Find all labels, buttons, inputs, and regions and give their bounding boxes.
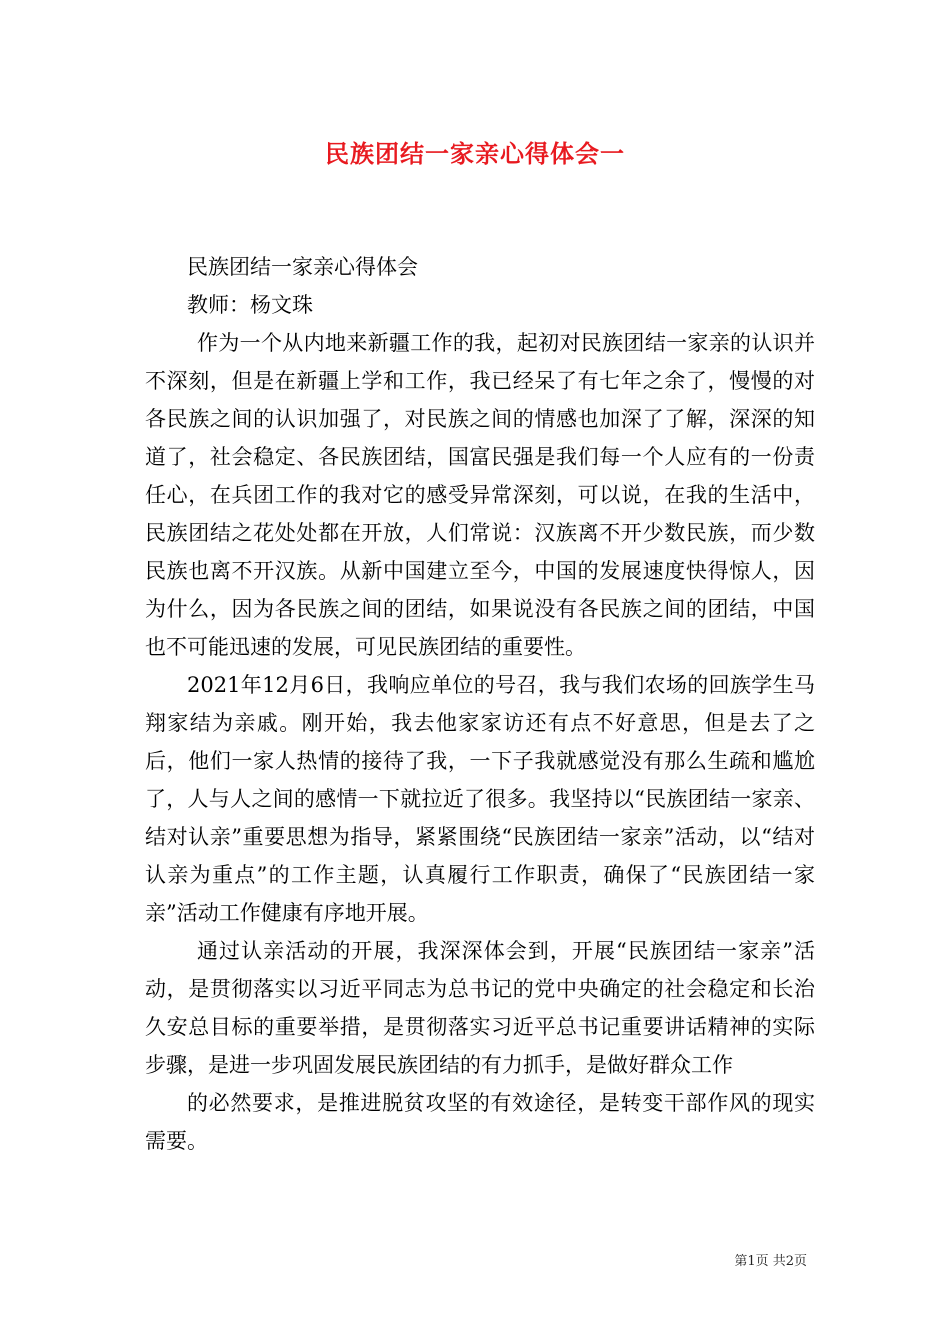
paragraph-subtitle: 民族团结一家亲心得体会: [187, 255, 418, 279]
paragraph-author: 教师：杨文珠: [187, 293, 313, 317]
document-title: 民族团结一家亲心得体会一: [325, 139, 625, 168]
paragraph-body-2: 2021年12月6日，我响应单位的号召，我与我们农场的回族学生马翔家结为亲戚。刚开始，我去他家家访还有点不好意思，但是去了之后，他们一家人热情的接待了我，一下子我就感觉没有那么生疏和尴尬了，人与人之间的感情一下就拉近了很多。我坚持以“民族团结一家亲、结对认亲”重要思想为指导，紧紧围绕“民族团结一家亲”活动，以“结对认亲为重点”的工作主题，认真履行工作职责，确保了“民族团结一家亲”活动工作健康有序地开展。: [145, 673, 815, 925]
page-number: 第1页 共2页: [734, 1254, 807, 1269]
paragraph-body-3: 通过认亲活动的开展，我深深体会到，开展“民族团结一家亲”活动，是贯彻落实以习近平同志为总书记的党中央确定的社会稳定和长治久安总目标的重要举措，是贯彻落实习近平总书记重要讲话精神的实际步骤，是进一步巩固发展民族团结的有力抓手，是做好群众工作: [145, 939, 815, 1077]
paragraph-body-4: 的必然要求，是推进脱贫攻坚的有效途径，是转变干部作风的现实需要。: [145, 1091, 815, 1153]
paragraph-body-1: 作为一个从内地来新疆工作的我，起初对民族团结一家亲的认识并不深刻，但是在新疆上学和工作，我已经呆了有七年之余了，慢慢的对各民族之间的认识加强了，对民族之间的情感也加深了了解，深深的知道了，社会稳定、各民族团结，国富民强是我们每一个人应有的一份责任心，在兵团工作的我对它的感受异常深刻，可以说，在我的生活中，民族团结之花处处都在开放，人们常说：汉族离不开少数民族，而少数民族也离不开汉族。从新中国建立至今，中国的发展速度快得惊人，因为什么，因为各民族之间的团结，如果说没有各民族之间的团结，中国也不可能迅速的发展，可见民族团结的重要性。: [145, 331, 815, 659]
document-body: [145, 248, 815, 1160]
